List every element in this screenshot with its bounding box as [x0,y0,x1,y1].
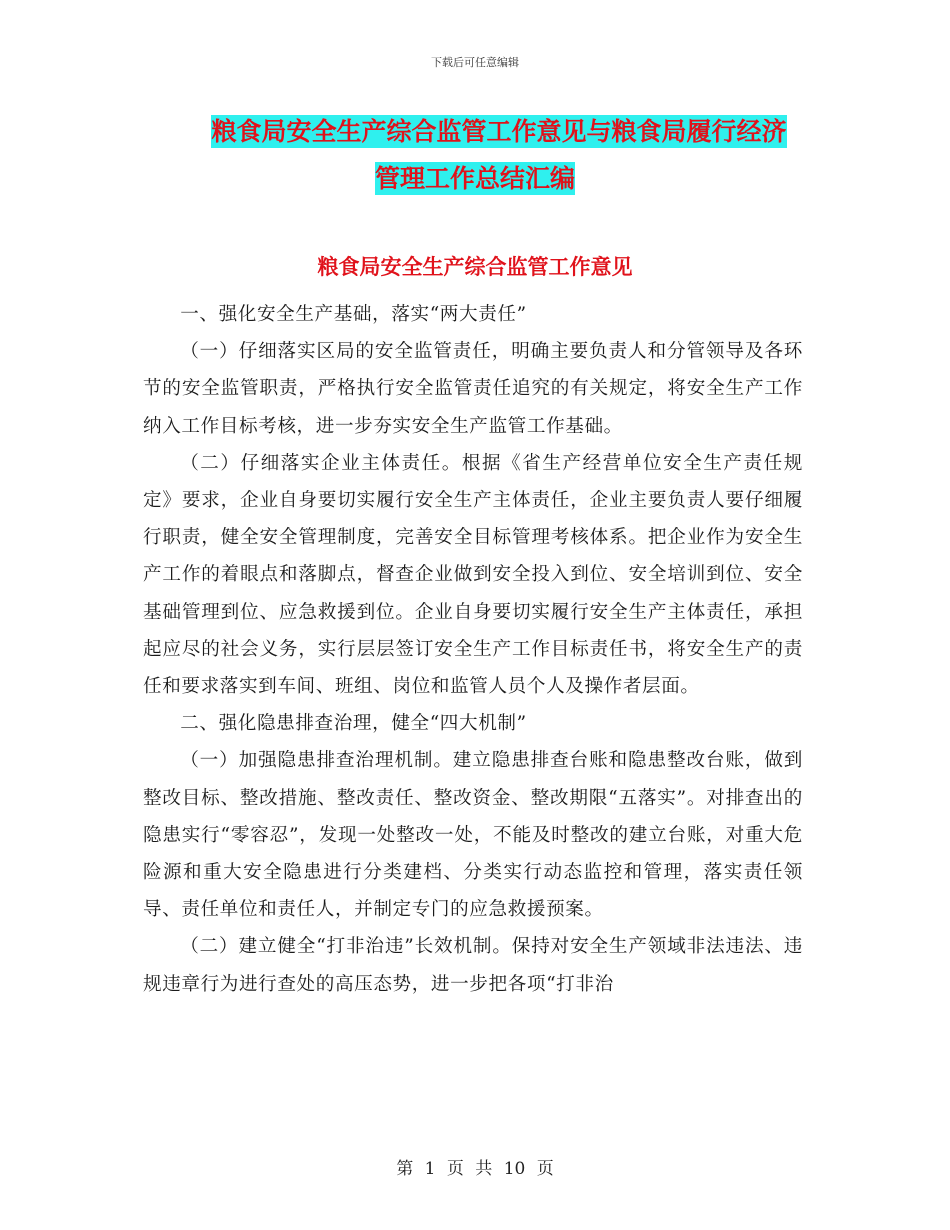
document-title-highlight-2: 管理工作总结汇编 [374,164,575,193]
paragraph: （二）建立健全“打非治违”长效机制。保持对安全生产领域非法违法、违规违章行为进行查处的高压态势，进一步把各项“打非治 [143,936,803,995]
page-footer-number: 第 1 页 共 10 页 [396,1159,554,1179]
document-title-line-2 [0,159,950,195]
section-title: 粮食局安全生产综合监管工作意见 [317,255,633,279]
paragraph: （二）仔细落实企业主体责任。根据《省生产经营单位安全生产责任规定》要求，企业自身要切实履行安全生产主体责任，企业主要负责人要仔细履行职责，健全安全管理制度，完善安全目标管理考核体系。把企业作为安全生产工作的着眼点和落脚点，督查企业做到安全投入到位、安全培训到位、安全基础管理到位、应急救援到位。企业自身要切实履行安全生产主体责任，承担起应尽的社会义务，实行层层签订安全生产工作目标责任书，将安全生产的责任和要求落实到车间、班组、岗位和监管人员个人及操作者层面。 [143,452,803,698]
paragraph-heading-1: 一、强化安全生产基础，落实“两大责任” [180,304,527,325]
document-title-line-1 [24,112,950,148]
paragraph: （一）加强隐患排查治理机制。建立隐患排查台账和隐患整改台账，做到整改目标、整改措施、整改责任、整改资金、整改期限“五落实”。对排查出的隐患实行“零容忍”，发现一处整改一处，不能及时整改的建立台账，对重大危险源和重大安全隐患进行分类建档、分类实行动态监控和管理，落实责任领导、责任单位和责任人，并制定专门的应急救援预案。 [143,750,803,921]
paragraph-heading-2: 二、强化隐患排查治理，健全“四大机制” [180,713,527,735]
page-header-note: 下载后可任意编辑 [431,56,519,69]
document-body [143,296,803,1003]
document-title-highlight-1: 粮食局安全生产综合监管工作意见与粮食局履行经济 [211,117,787,146]
paragraph: （一）仔细落实区局的安全监管责任，明确主要负责人和分管领导及各环节的安全监管职责，严格执行安全监管责任追究的有关规定，将安全生产工作纳入工作目标考核，进一步夯实安全生产监管工作基础。 [143,341,803,437]
